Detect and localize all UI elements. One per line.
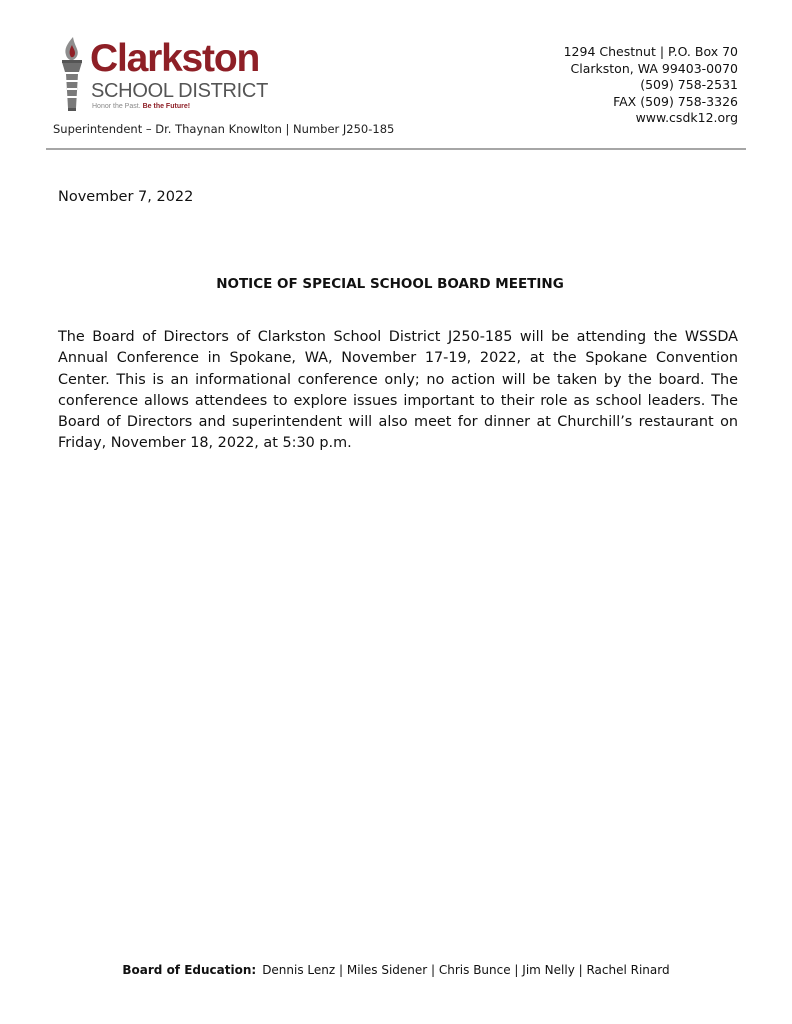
letter-date: November 7, 2022 — [58, 189, 194, 205]
contact-address: 1294 Chestnut | P.O. Box 70 — [563, 44, 738, 59]
logo-tagline-past: Honor the Past. — [92, 103, 143, 110]
notice-body: The Board of Directors of Clarkston School District J250-185 will be attending the WSSDA Annual Conference in Spokane, WA, November 17-19, 2022, at the Spokane Convention Center. This is an informational conference only; no action will be taken by the board. The conference allows attendees to explore issues important to their role as school leaders. The Board of Directors and superintendent will also meet for dinner at Churchill’s restaurant on Friday, November 18, 2022, at 5:30 p.m. — [58, 329, 738, 452]
logo-tagline — [92, 102, 190, 111]
contact-website: www.csdk12.org — [635, 110, 738, 125]
board-label: Board of Education: — [122, 963, 257, 977]
logo-name: Clarkston — [90, 37, 260, 80]
board-footer — [0, 961, 792, 979]
district-logo — [58, 36, 268, 114]
logo-subtitle: SCHOOL DISTRICT — [91, 80, 268, 102]
contact-city: Clarkston, WA 99403-0070 — [570, 60, 738, 76]
contact-phone: (509) 758-2531 — [640, 77, 738, 92]
contact-fax: FAX (509) 758-3326 — [613, 93, 738, 109]
board-members: Dennis Lenz | Miles Sidener | Chris Bunce | Jim Nelly | Rachel Rinard — [262, 963, 670, 977]
letterhead — [0, 0, 792, 150]
contact-block — [564, 44, 738, 127]
superintendent-line: Superintendent – Dr. Thaynan Knowlton | Number J250-185 — [53, 122, 395, 136]
logo-tagline-future: Be the Future! — [142, 103, 191, 110]
header-divider — [46, 148, 746, 150]
torch-icon — [58, 36, 86, 112]
notice-title: NOTICE OF SPECIAL SCHOOL BOARD MEETING — [216, 276, 564, 292]
